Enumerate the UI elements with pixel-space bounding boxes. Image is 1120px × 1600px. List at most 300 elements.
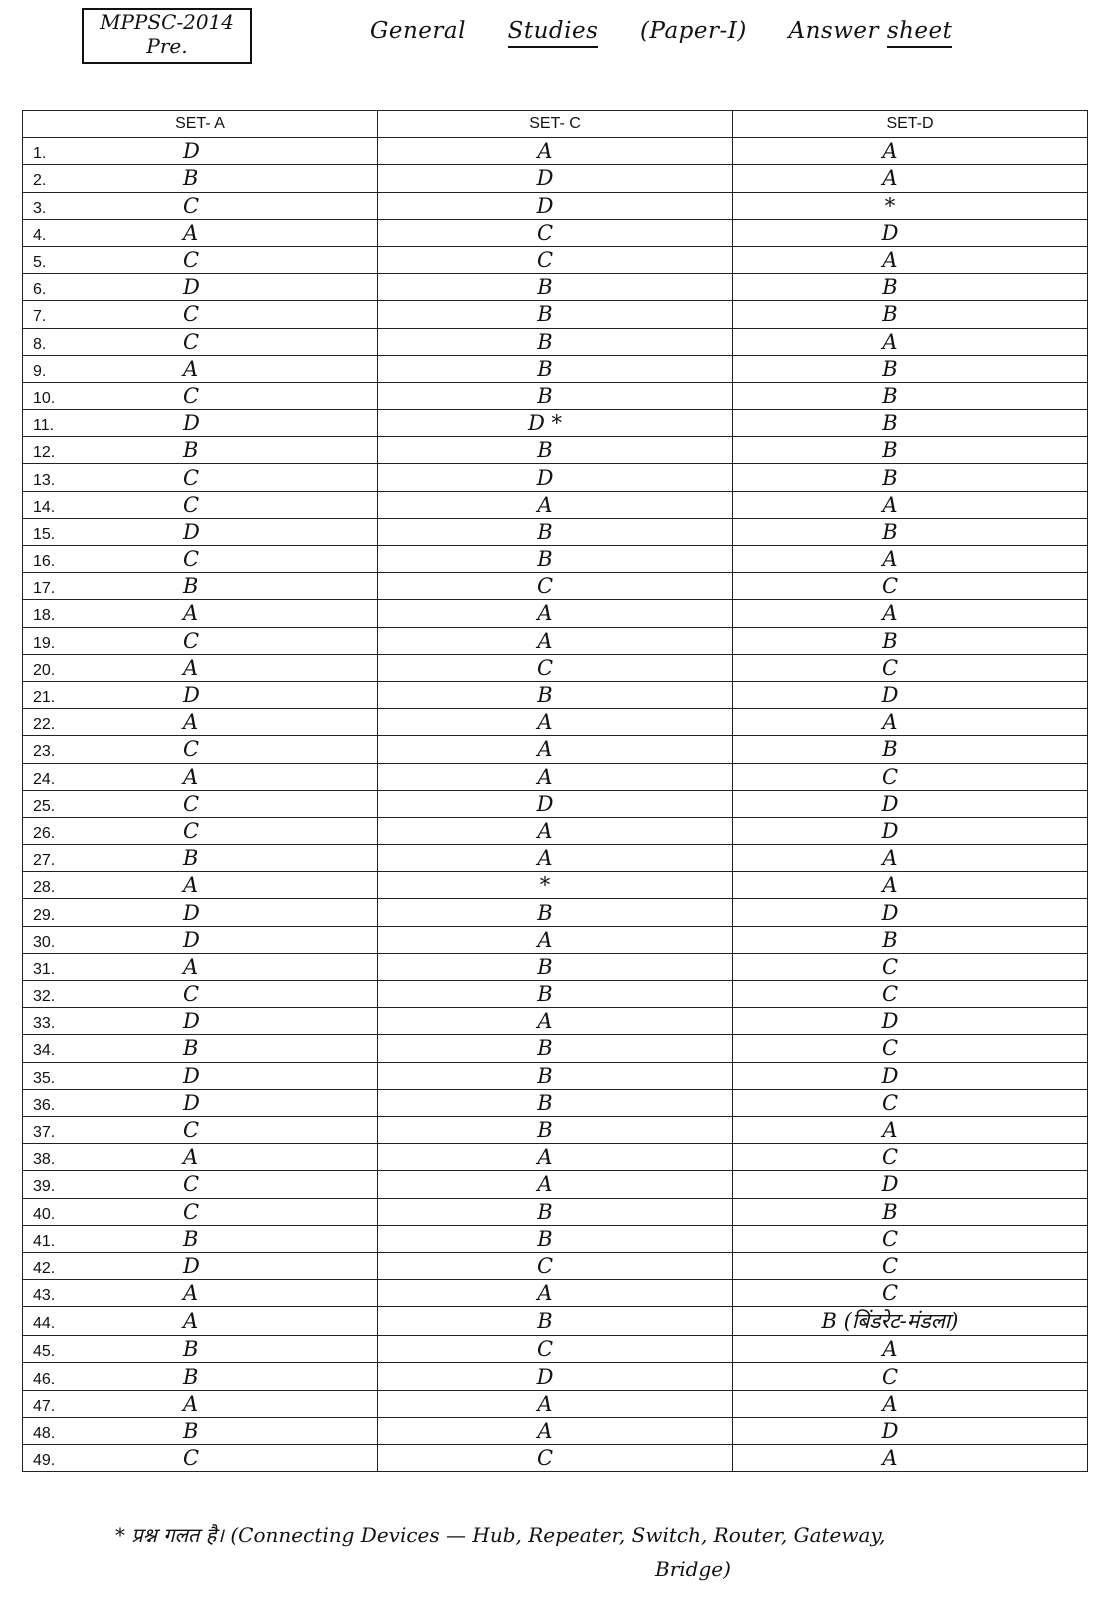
set-d-cell (733, 518, 1088, 545)
set-a-answer: C (183, 982, 200, 1007)
set-a-answer: C (183, 193, 200, 218)
set-d-cell (733, 845, 1088, 872)
set-a-cell (23, 491, 378, 518)
question-number: 23. (33, 743, 56, 761)
table-row (23, 165, 1088, 192)
set-c-cell (378, 546, 733, 573)
set-c-cell (378, 790, 733, 817)
set-c-cell (378, 1198, 733, 1225)
question-number: 37. (33, 1124, 56, 1142)
set-a-answer: D (183, 519, 200, 544)
set-a-answer: C (183, 302, 200, 327)
set-a-cell (23, 817, 378, 844)
set-c-answer: C (536, 574, 554, 599)
set-d-answer: D (881, 1009, 899, 1034)
question-number: 24. (33, 770, 56, 788)
set-d-cell (733, 953, 1088, 980)
set-c-answer: B (537, 1090, 553, 1115)
set-a-cell (23, 138, 378, 165)
question-number: 8. (33, 335, 47, 353)
table-row (23, 328, 1088, 355)
set-c-cell (378, 763, 733, 790)
set-c-answer: B (537, 1199, 553, 1224)
set-c-answer: A (537, 1418, 553, 1443)
set-d-answer: A (882, 601, 898, 626)
table-row (23, 953, 1088, 980)
set-a-cell (23, 709, 378, 736)
set-d-cell (733, 355, 1088, 382)
set-d-cell (733, 138, 1088, 165)
set-d-answer: B (882, 927, 898, 952)
set-a-cell (23, 382, 378, 409)
table-row (23, 627, 1088, 654)
set-d-cell (733, 1363, 1088, 1390)
set-d-cell (733, 1035, 1088, 1062)
question-number: 39. (33, 1178, 56, 1196)
table-row (23, 1198, 1088, 1225)
set-d-cell (733, 1062, 1088, 1089)
question-number: 21. (33, 689, 56, 707)
table-row (23, 138, 1088, 165)
set-a-cell (23, 1008, 378, 1035)
set-d-answer: D (881, 900, 899, 925)
set-a-answer: A (183, 1281, 199, 1306)
set-a-cell (23, 899, 378, 926)
set-a-answer: C (183, 1172, 200, 1197)
set-d-cell (733, 817, 1088, 844)
set-a-cell (23, 627, 378, 654)
table-row (23, 1008, 1088, 1035)
set-c-answer: C (536, 220, 554, 245)
set-d-cell (733, 464, 1088, 491)
set-c-answer: D * (527, 411, 562, 436)
table-row (23, 790, 1088, 817)
set-c-cell (378, 654, 733, 681)
set-a-answer: B (183, 166, 199, 191)
set-c-cell (378, 736, 733, 763)
stamp-exam-stage: Pre. (146, 34, 188, 58)
set-a-cell (23, 953, 378, 980)
set-c-cell (378, 1008, 733, 1035)
set-c-cell (378, 301, 733, 328)
set-d-cell (733, 165, 1088, 192)
set-c-cell (378, 437, 733, 464)
set-d-answer: B (882, 519, 898, 544)
table-row (23, 926, 1088, 953)
title-answer: Answer (788, 18, 879, 44)
question-number: 16. (33, 553, 56, 571)
set-d-cell (733, 410, 1088, 437)
table-row (23, 1445, 1088, 1472)
set-d-cell (733, 1336, 1088, 1363)
set-d-cell (733, 709, 1088, 736)
set-a-cell (23, 681, 378, 708)
set-c-cell (378, 165, 733, 192)
set-a-answer: B (183, 1036, 199, 1061)
set-a-answer: B (183, 1418, 199, 1443)
table-row (23, 845, 1088, 872)
set-d-cell (733, 654, 1088, 681)
set-d-cell (733, 1225, 1088, 1252)
set-c-cell (378, 246, 733, 273)
set-a-cell (23, 763, 378, 790)
table-row (23, 1336, 1088, 1363)
set-c-cell (378, 1280, 733, 1307)
set-d-cell (733, 1417, 1088, 1444)
set-d-answer: C (881, 1364, 899, 1389)
table-row (23, 981, 1088, 1008)
set-d-cell (733, 1390, 1088, 1417)
table-row (23, 600, 1088, 627)
set-d-answer: B (882, 628, 898, 653)
title-general: General (370, 18, 466, 44)
set-d-answer: D (881, 1063, 899, 1088)
question-number: 10. (33, 389, 56, 407)
set-d-answer: C (881, 574, 899, 599)
question-number: 17. (33, 580, 56, 598)
set-d-answer: A (882, 547, 898, 572)
question-number: 36. (33, 1096, 56, 1114)
header-set-d: SET-D (733, 111, 1088, 138)
set-d-answer: C (881, 764, 899, 789)
table-row (23, 1171, 1088, 1198)
set-c-cell (378, 1307, 733, 1336)
set-d-cell (733, 546, 1088, 573)
table-row (23, 1280, 1088, 1307)
footnote (115, 1518, 885, 1586)
question-number: 13. (33, 471, 56, 489)
table-row (23, 899, 1088, 926)
set-d-cell (733, 1280, 1088, 1307)
set-c-cell (378, 1171, 733, 1198)
table-row (23, 1062, 1088, 1089)
set-a-cell (23, 355, 378, 382)
set-c-answer: C (536, 248, 554, 273)
set-d-answer: D (881, 791, 899, 816)
set-c-answer: D (536, 1364, 554, 1389)
set-a-answer: B (183, 1364, 199, 1389)
set-a-answer: C (183, 492, 200, 517)
table-row (23, 382, 1088, 409)
set-d-answer: D (881, 220, 899, 245)
set-a-answer: B (183, 1337, 199, 1362)
set-d-cell (733, 1445, 1088, 1472)
question-number: 25. (33, 797, 56, 815)
set-c-answer: B (537, 1036, 553, 1061)
set-a-answer: C (183, 818, 200, 843)
set-a-answer: A (183, 601, 199, 626)
table-row (23, 681, 1088, 708)
table-row (23, 464, 1088, 491)
set-c-answer: B (537, 1063, 553, 1088)
set-a-cell (23, 1252, 378, 1279)
set-a-answer: D (183, 411, 200, 436)
question-number: 4. (33, 226, 47, 244)
set-c-answer: * (539, 873, 551, 898)
question-number: 2. (33, 172, 47, 190)
set-a-answer: D (183, 683, 200, 708)
set-d-answer: B (882, 438, 898, 463)
set-c-answer: A (537, 601, 553, 626)
exam-stamp-box (82, 8, 252, 64)
set-d-answer: A (882, 1118, 898, 1143)
set-c-answer: A (537, 1009, 553, 1034)
set-c-answer: B (537, 954, 553, 979)
set-a-cell (23, 600, 378, 627)
set-d-answer: C (881, 1090, 899, 1115)
set-a-answer: A (183, 710, 199, 735)
set-a-answer: A (183, 873, 199, 898)
set-a-cell (23, 165, 378, 192)
set-d-cell (733, 274, 1088, 301)
set-a-answer: C (183, 791, 200, 816)
set-a-cell (23, 1144, 378, 1171)
set-c-cell (378, 1062, 733, 1089)
set-a-cell (23, 1062, 378, 1089)
set-d-cell (733, 1089, 1088, 1116)
set-c-answer: A (537, 139, 553, 164)
set-a-cell (23, 926, 378, 953)
set-c-cell (378, 1225, 733, 1252)
footnote-line-1: * प्रश्न गलत है। (Connecting Devices — Hub, Repeater, Switch, Router, Gateway, (115, 1523, 886, 1547)
set-d-cell (733, 1198, 1088, 1225)
set-d-answer: C (881, 982, 899, 1007)
set-d-answer: * (884, 193, 896, 218)
set-a-answer: A (183, 220, 199, 245)
table-row (23, 1363, 1088, 1390)
set-c-answer: B (537, 275, 553, 300)
set-a-cell (23, 1198, 378, 1225)
set-c-cell (378, 899, 733, 926)
question-number: 28. (33, 879, 56, 897)
set-c-cell (378, 709, 733, 736)
set-d-cell (733, 981, 1088, 1008)
set-d-cell (733, 600, 1088, 627)
set-d-cell (733, 328, 1088, 355)
set-a-answer: A (183, 655, 199, 680)
set-c-cell (378, 328, 733, 355)
question-number: 12. (33, 444, 56, 462)
set-c-answer: B (537, 329, 553, 354)
set-d-cell (733, 246, 1088, 273)
set-a-answer: A (183, 1145, 199, 1170)
set-d-cell (733, 491, 1088, 518)
set-c-answer: B (537, 519, 553, 544)
set-d-cell (733, 627, 1088, 654)
set-d-answer: B (882, 275, 898, 300)
set-d-cell (733, 899, 1088, 926)
set-a-cell (23, 654, 378, 681)
set-d-answer: A (882, 710, 898, 735)
table-row (23, 410, 1088, 437)
set-a-cell (23, 192, 378, 219)
set-a-answer: C (183, 1446, 200, 1471)
set-c-cell (378, 138, 733, 165)
set-c-answer: C (536, 655, 554, 680)
set-a-answer: D (183, 1090, 200, 1115)
question-number: 1. (33, 145, 47, 163)
question-number: 33. (33, 1015, 56, 1033)
set-c-cell (378, 627, 733, 654)
set-d-answer: D (881, 818, 899, 843)
question-number: 46. (33, 1370, 56, 1388)
question-number: 35. (33, 1069, 56, 1087)
set-c-answer: B (537, 1226, 553, 1251)
title-studies: Studies (508, 18, 599, 48)
set-a-answer: C (183, 1199, 200, 1224)
table-row (23, 491, 1088, 518)
set-d-cell (733, 1144, 1088, 1171)
set-d-answer: C (881, 1253, 899, 1278)
set-d-answer: B (882, 411, 898, 436)
set-a-answer: D (183, 900, 200, 925)
set-c-answer: B (537, 683, 553, 708)
set-c-cell (378, 817, 733, 844)
set-d-cell (733, 192, 1088, 219)
set-d-answer: A (882, 1446, 898, 1471)
set-d-answer: C (881, 1145, 899, 1170)
set-d-answer: D (881, 1172, 899, 1197)
set-d-answer: A (882, 873, 898, 898)
set-a-answer: D (183, 1009, 200, 1034)
title-paper: (Paper-I) (640, 18, 747, 44)
set-c-cell (378, 872, 733, 899)
table-row (23, 1252, 1088, 1279)
set-a-cell (23, 1116, 378, 1143)
set-c-cell (378, 518, 733, 545)
set-d-answer: C (881, 655, 899, 680)
set-a-cell (23, 845, 378, 872)
set-c-cell (378, 274, 733, 301)
set-a-answer: C (183, 737, 200, 762)
set-c-cell (378, 1363, 733, 1390)
page-title (370, 18, 952, 44)
question-number: 22. (33, 716, 56, 734)
set-d-answer: B (882, 383, 898, 408)
set-c-cell (378, 681, 733, 708)
set-c-answer: A (537, 1391, 553, 1416)
set-a-answer: C (183, 628, 200, 653)
table-row (23, 709, 1088, 736)
set-d-cell (733, 1252, 1088, 1279)
set-a-answer: B (183, 574, 199, 599)
set-d-answer: B (बिंडरेट-मंडला) (821, 1309, 959, 1334)
set-d-answer: A (882, 139, 898, 164)
set-d-cell (733, 1116, 1088, 1143)
set-d-cell (733, 382, 1088, 409)
set-a-answer: C (183, 547, 200, 572)
set-c-cell (378, 1116, 733, 1143)
set-a-cell (23, 1445, 378, 1472)
set-d-cell (733, 763, 1088, 790)
question-number: 3. (33, 199, 47, 217)
set-c-cell (378, 491, 733, 518)
set-c-cell (378, 845, 733, 872)
table-row (23, 763, 1088, 790)
set-c-cell (378, 1252, 733, 1279)
table-row (23, 1307, 1088, 1336)
set-a-cell (23, 1089, 378, 1116)
set-a-cell (23, 1417, 378, 1444)
table-row (23, 736, 1088, 763)
set-d-cell (733, 1307, 1088, 1336)
table-row (23, 301, 1088, 328)
set-c-cell (378, 192, 733, 219)
set-c-answer: B (537, 438, 553, 463)
stamp-exam-name: MPPSC-2014 (99, 10, 235, 34)
question-number: 5. (33, 254, 47, 272)
set-c-answer: B (537, 383, 553, 408)
set-c-answer: B (537, 982, 553, 1007)
table-row (23, 1417, 1088, 1444)
set-c-answer: B (537, 900, 553, 925)
set-a-answer: A (183, 764, 199, 789)
set-a-answer: D (183, 1063, 200, 1088)
set-d-answer: A (882, 248, 898, 273)
table-row (23, 355, 1088, 382)
set-a-cell (23, 464, 378, 491)
table-row (23, 573, 1088, 600)
set-a-answer: C (183, 329, 200, 354)
table-row (23, 246, 1088, 273)
set-a-answer: A (183, 356, 199, 381)
set-a-cell (23, 301, 378, 328)
set-d-cell (733, 573, 1088, 600)
set-c-cell (378, 1035, 733, 1062)
set-c-answer: A (537, 1172, 553, 1197)
question-number: 47. (33, 1397, 56, 1415)
question-number: 9. (33, 362, 47, 380)
set-d-answer: C (881, 1281, 899, 1306)
set-d-cell (733, 1008, 1088, 1035)
set-a-answer: C (183, 465, 200, 490)
table-row (23, 1144, 1088, 1171)
table-header-row (23, 111, 1088, 138)
set-a-cell (23, 1280, 378, 1307)
set-a-cell (23, 219, 378, 246)
set-c-cell (378, 1417, 733, 1444)
set-d-answer: C (881, 954, 899, 979)
question-number: 41. (33, 1232, 56, 1250)
set-c-answer: A (537, 1145, 553, 1170)
set-a-answer: D (183, 927, 200, 952)
table-row (23, 546, 1088, 573)
set-a-cell (23, 518, 378, 545)
set-a-answer: C (183, 248, 200, 273)
set-d-cell (733, 219, 1088, 246)
set-c-answer: C (536, 1446, 554, 1471)
set-c-answer: A (537, 628, 553, 653)
set-a-cell (23, 328, 378, 355)
table-row (23, 274, 1088, 301)
set-a-answer: D (183, 275, 200, 300)
set-a-answer: D (183, 1253, 200, 1278)
table-row (23, 817, 1088, 844)
set-c-answer: D (536, 791, 554, 816)
set-d-answer: A (882, 1391, 898, 1416)
set-c-answer: B (537, 1118, 553, 1143)
set-c-cell (378, 926, 733, 953)
set-a-answer: B (183, 438, 199, 463)
set-d-answer: B (882, 356, 898, 381)
set-c-cell (378, 1390, 733, 1417)
set-d-answer: A (882, 846, 898, 871)
answer-table (22, 110, 1088, 1472)
question-number: 43. (33, 1287, 56, 1305)
question-number: 7. (33, 308, 47, 326)
set-a-cell (23, 1035, 378, 1062)
set-a-answer: C (183, 1118, 200, 1143)
